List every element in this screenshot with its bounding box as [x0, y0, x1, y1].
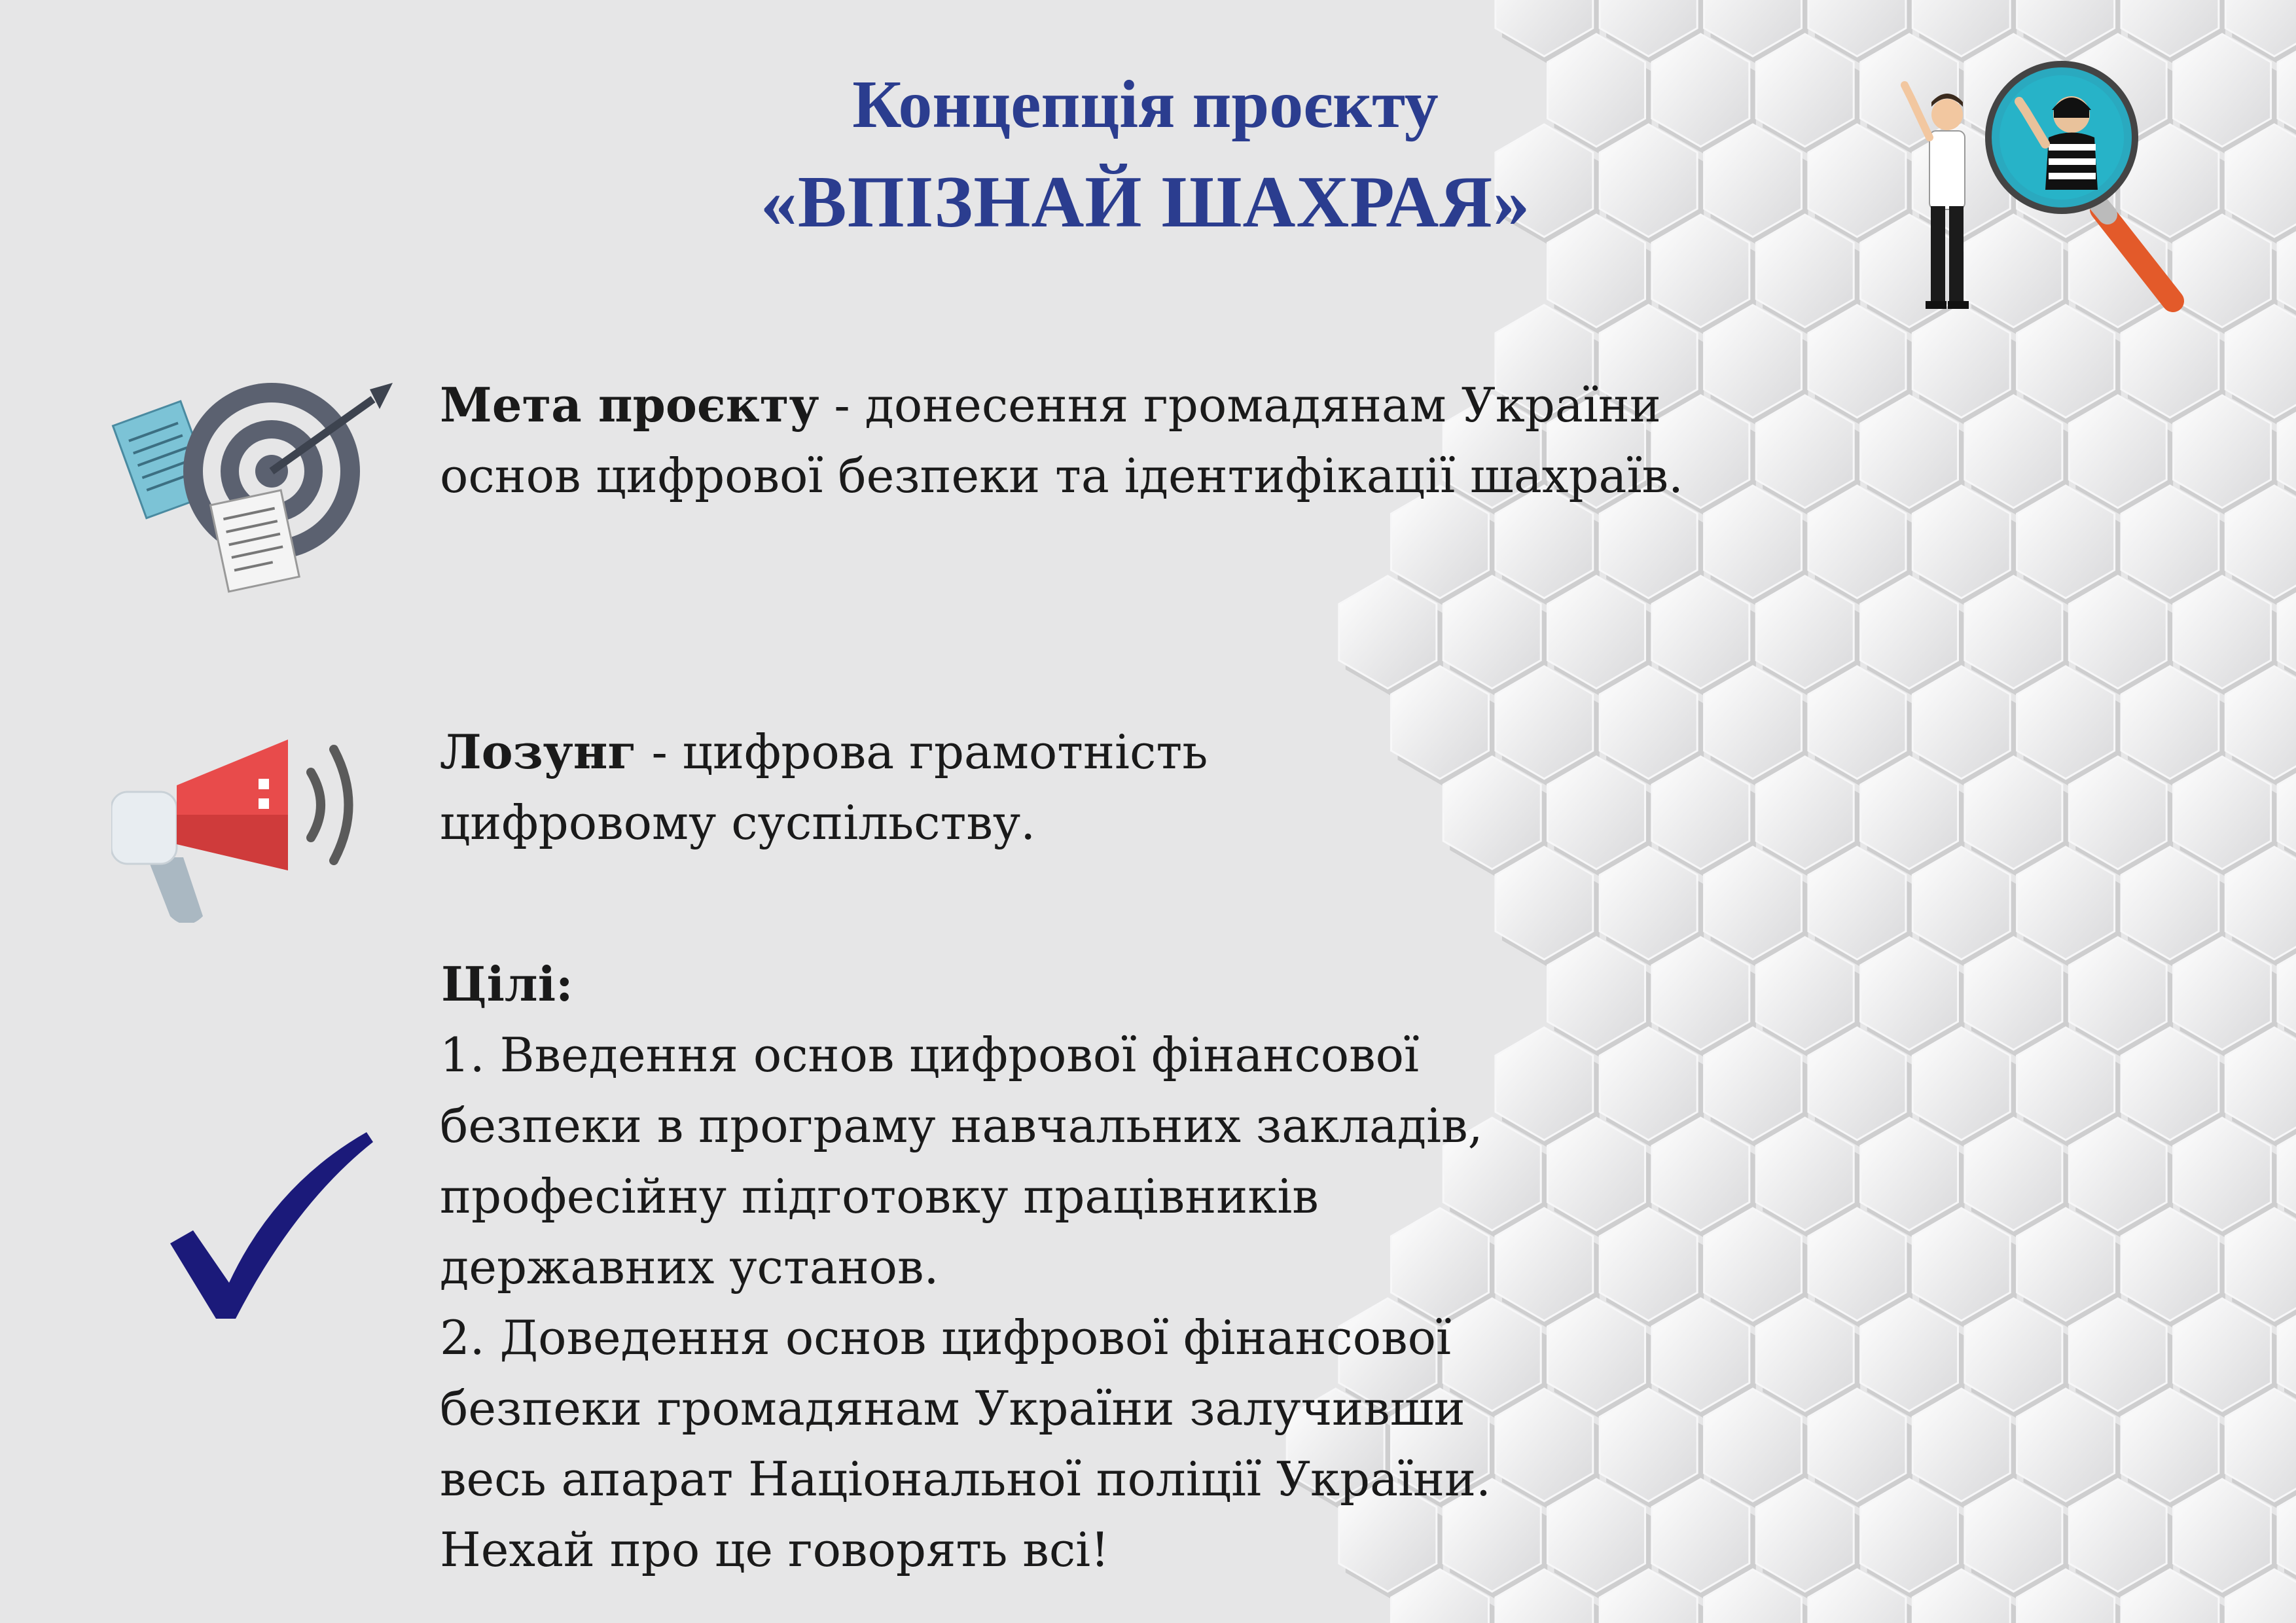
page-title: Концепція проєкту [852, 67, 1439, 142]
target-with-arrow-icon [111, 373, 399, 602]
magnifier-thief-icon [1885, 39, 2225, 327]
aims-list [440, 949, 1880, 1585]
aims-line: професійну підготовку працівників [440, 1169, 1319, 1224]
slogan-text [440, 717, 1422, 858]
aims-heading: Цілі: [441, 956, 573, 1012]
aims-line: безпеки громадянам України залучивши [440, 1381, 1465, 1436]
project-name: «ВПІЗНАЙ ШАХРАЯ» [760, 162, 1531, 243]
aims-line: 1. Введення основ цифрової фінансової [440, 1027, 1420, 1082]
goal-heading: Мета проєкту [440, 377, 819, 433]
megaphone-icon [111, 700, 386, 923]
aims-line: весь апарат Національної поліції України. [440, 1452, 1491, 1507]
goal-text [440, 370, 1683, 511]
aims-line: державних установ. [440, 1240, 939, 1294]
aims-line: 2. Доведення основ цифрової фінансової [440, 1310, 1452, 1365]
slogan-heading: Лозунг [440, 724, 637, 779]
aims-line: Нехай про це говорять всі! [440, 1522, 1110, 1577]
aims-line: безпеки в програму навчальних закладів, [440, 1098, 1483, 1153]
checkmark-icon [164, 1119, 380, 1329]
goal-description: - донесення громадянам України основ цифрової безпеки та ідентифікації шахраїв. [440, 378, 1683, 503]
slogan-description: - цифрова грамотність цифровому суспільству. [440, 724, 1208, 850]
